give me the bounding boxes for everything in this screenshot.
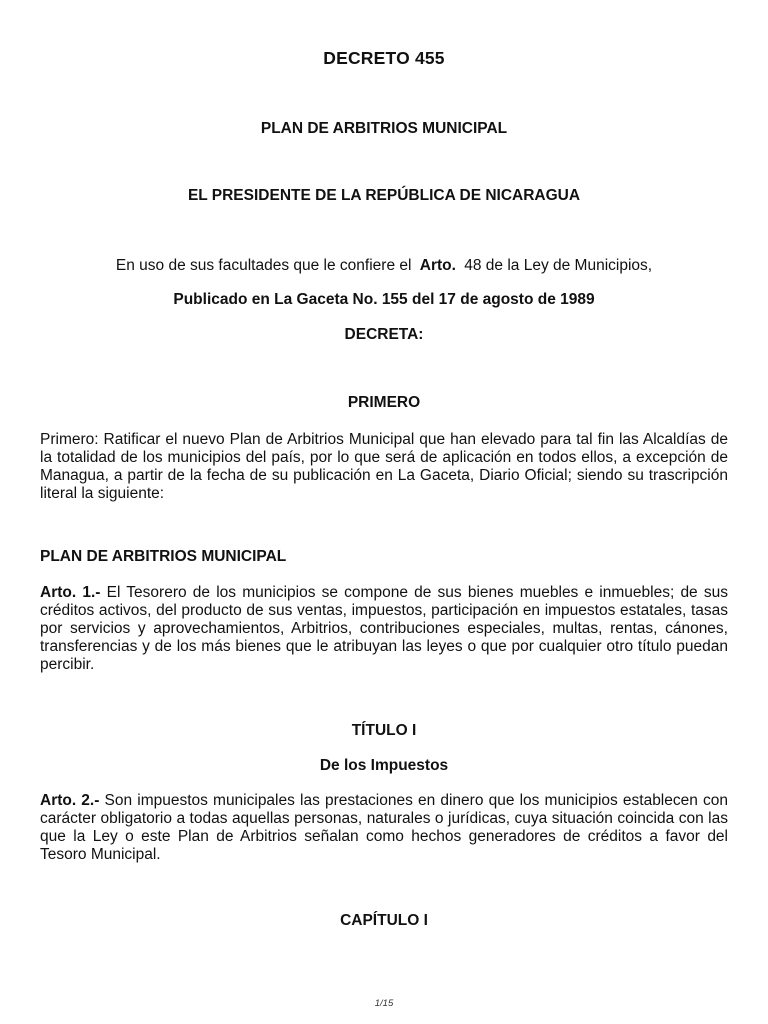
publication-line: Publicado en La Gaceta No. 155 del 17 de agosto de 1989 xyxy=(173,291,595,308)
primero-paragraph: Primero: Ratificar el nuevo Plan de Arbitrios Municipal que han elevado para tal fin las Alcaldías de la totalidad de los municipios del país, por lo que será de aplicación en todos ellos, a excepción de Managua, a partir de la fecha de su publicación en La Gaceta, Diario Oficial; siendo su trascripción literal la siguiente: xyxy=(40,431,728,502)
decree-subtitle: PLAN DE ARBITRIOS MUNICIPAL xyxy=(260,120,508,137)
issuer-heading: EL PRESIDENTE DE LA REPÚBLICA DE NICARAGUA xyxy=(187,187,581,204)
titulo-subheading: De los Impuestos xyxy=(319,757,449,774)
capitulo-heading: CAPÍTULO I xyxy=(340,912,428,929)
decree-title: DECRETO 455 xyxy=(323,48,445,68)
preamble-line xyxy=(0,257,768,275)
article-2 xyxy=(40,792,728,864)
article-1-text: El Tesorero de los municipios se compone de sus bienes muebles e inmuebles; de sus créditos activos, del producto de sus ventas, impuestos, participación en impuestos estatales, tasas por servicios y aprovechamientos, Arbitrios, contribuciones especiales, multas, rentas, cánones, transferencias y de los más bienes que le atribuyan las leyes o que por cualquier otro título puedan percibir. xyxy=(40,584,728,673)
preamble-after: 48 de la Ley de Municipios, xyxy=(464,257,653,274)
article-1-label: Arto. 1.- xyxy=(40,584,101,601)
primero-heading: PRIMERO xyxy=(347,394,421,411)
preamble-before: En uso de sus facultades que le confiere el xyxy=(115,257,412,274)
page-number: 1/15 xyxy=(374,998,394,1009)
article-2-text: Son impuestos municipales las prestaciones en dinero que los municipios establecen con carácter obligatorio a todas aquellas personas, naturales o jurídicas, cuya situación coincida con las que la Ley o este Plan de Arbitrios señalan como hechos generadores de créditos a favor del Tesoro Municipal. xyxy=(40,792,728,863)
titulo-heading: TÍTULO I xyxy=(351,722,417,739)
plan-heading: PLAN DE ARBITRIOS MUNICIPAL xyxy=(40,548,287,565)
article-1 xyxy=(40,584,728,674)
preamble-arto-label: Arto. xyxy=(419,257,456,274)
decreta-heading: DECRETA: xyxy=(344,326,424,343)
article-2-label: Arto. 2.- xyxy=(40,792,100,809)
